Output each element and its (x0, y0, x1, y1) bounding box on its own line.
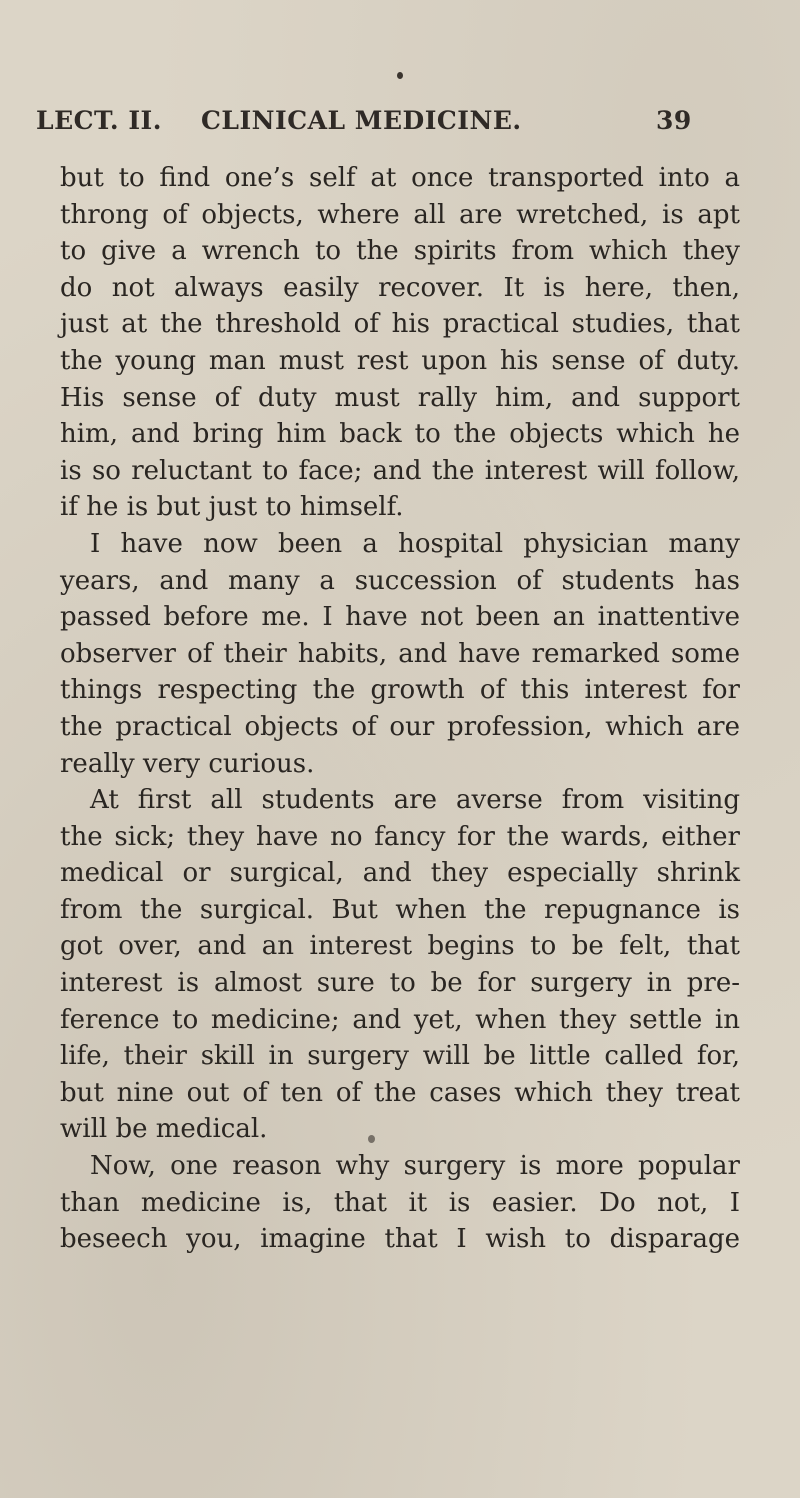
text-line: medical or surgical, and they especially shrink (60, 858, 740, 889)
text-line: the practical objects of our profession, which are (60, 711, 740, 742)
page-number: 39 (656, 106, 692, 135)
ink-speck-top (397, 72, 403, 79)
text-line: the sick; they have no fancy for the wards, either (60, 821, 740, 852)
text-line: from the surgical. But when the repugnance is (60, 894, 740, 925)
text-line: life, their skill in surgery will be little called for, (60, 1041, 740, 1072)
text-line: to give a wrench to the spirits from which they (60, 236, 740, 267)
text-line: just at the threshold of his practical studies, that (60, 309, 740, 340)
text-line: observer of their habits, and have remarked some (60, 638, 740, 669)
text-line: him, and bring him back to the objects which he (60, 419, 740, 450)
text-line: things respecting the growth of this interest for (60, 675, 740, 706)
text-line: really very curious. (60, 748, 315, 779)
text-line: the young man must rest upon his sense of duty. (60, 345, 740, 376)
text-line: than medicine is, that it is easier. Do not, I (60, 1187, 740, 1218)
text-line: is so reluctant to face; and the interest will follow, (60, 455, 740, 486)
lecture-number: LECT. II. (36, 106, 162, 135)
text-line: passed before me. I have not been an inattentive (60, 602, 740, 633)
body-text (60, 160, 740, 1258)
text-line: throng of objects, where all are wretched, is apt (60, 199, 740, 230)
text-line: do not always easily recover. It is here, then, (60, 272, 740, 303)
text-line: At first all students are averse from visiting (90, 785, 740, 816)
running-head (36, 106, 736, 142)
text-line: if he is but just to himself. (60, 492, 404, 523)
text-line: beseech you, imagine that I wish to disparage (60, 1224, 740, 1255)
text-line: ference to medicine; and yet, when they settle in (60, 1004, 740, 1035)
text-line: got over, and an interest begins to be felt, that (60, 931, 740, 962)
book-title: CLINICAL MEDICINE. (201, 106, 522, 135)
text-line: but to find one’s self at once transported into a (60, 163, 740, 193)
text-line: interest is almost sure to be for surgery in pre- (60, 968, 740, 999)
text-line: will be medical. (60, 1114, 268, 1145)
text-line: I have now been a hospital physician many (90, 528, 740, 559)
text-line: years, and many a succession of students has (60, 565, 740, 596)
text-line: but nine out of ten of the cases which they treat (60, 1077, 740, 1108)
text-line: Now, one reason why surgery is more popular (90, 1151, 740, 1182)
text-line: His sense of duty must rally him, and support (60, 382, 740, 413)
